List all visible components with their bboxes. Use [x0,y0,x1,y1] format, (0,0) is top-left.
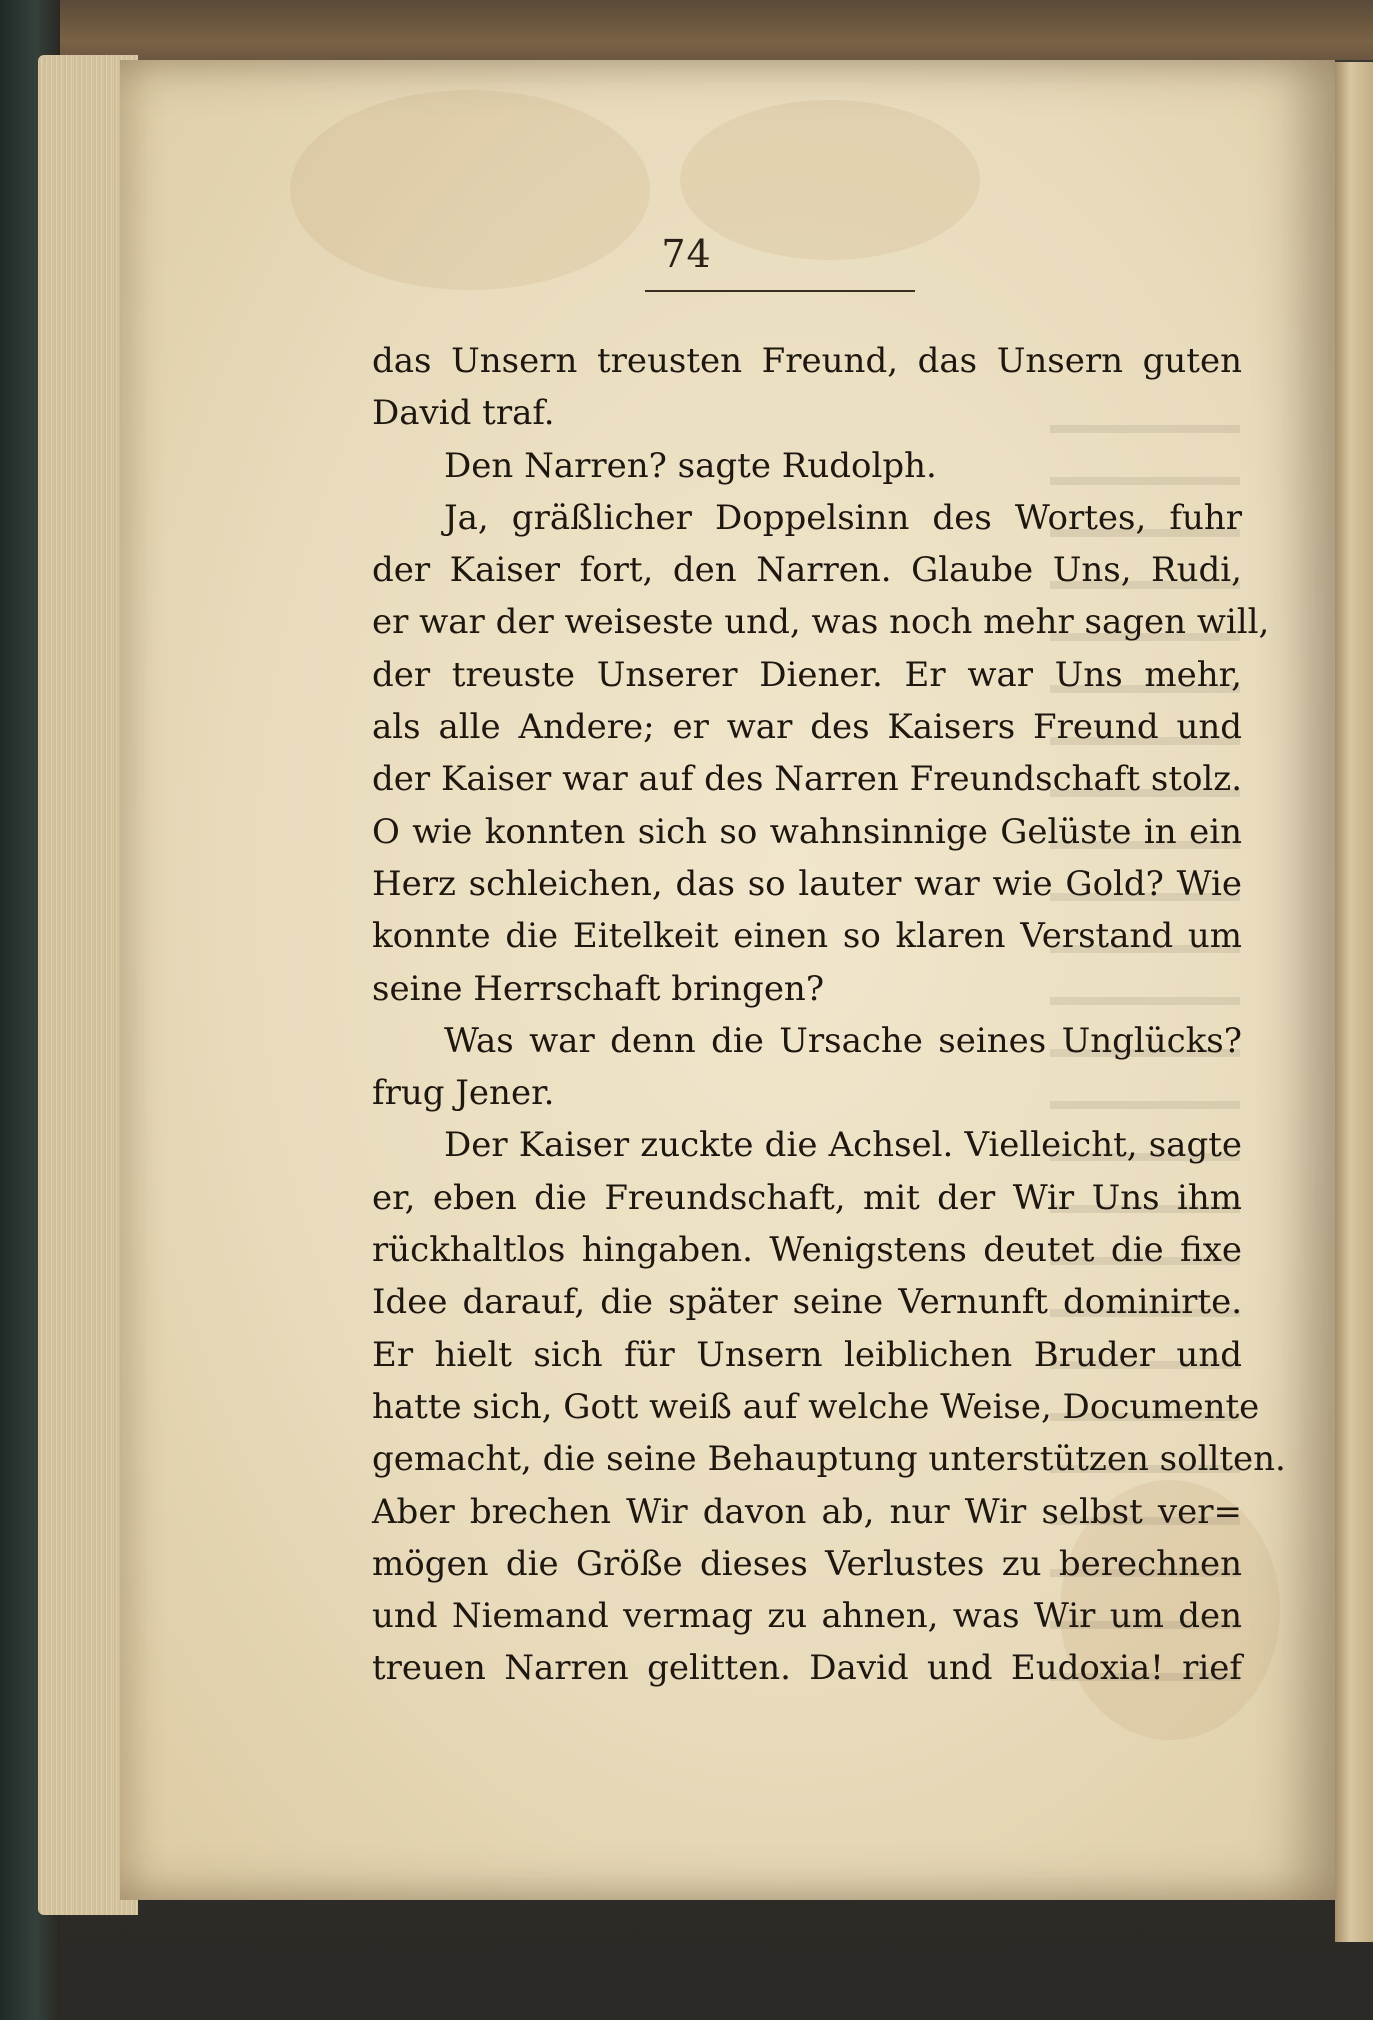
text-line: gemacht, die seine Behauptung unterstützen sollten. [372,1439,1286,1480]
text-line: der treuste Unserer Diener. Er war Uns mehr, [372,654,1242,695]
text-line: Was war denn die Ursache seines Unglücks? [444,1020,1242,1061]
book-cover-top [20,0,1373,60]
text-line: treuen Narren gelitten. David und Eudoxia! rief [372,1648,1242,1689]
body-text [372,335,1286,1695]
text-line: der Kaiser war auf des Narren Freundschaft stolz. [372,759,1243,800]
text-line: O wie konnten sich so wahnsinnige Gelüste in ein [372,811,1242,852]
text-line: er war der weiseste und, was noch mehr sagen will, [372,602,1270,643]
text-line: frug Jener. [372,1073,555,1114]
text-line: Er hielt sich für Unsern leiblichen Bruder und [372,1334,1242,1375]
header-rule [645,290,915,292]
text-line: Idee darauf, die später seine Vernunft dominirte. [372,1282,1242,1323]
text-line: und Niemand vermag zu ahnen, was Wir um den [372,1596,1242,1637]
text-line: das Unsern treusten Freund, das Unsern guten [372,341,1242,381]
text-line: rückhaltlos hingaben. Wenigstens deutet die fixe [372,1230,1242,1271]
text-line: hatte sich, Gott weiß auf welche Weise, Documente [372,1386,1260,1427]
text-line: David traf. [372,393,555,434]
text-line: konnte die Eitelkeit einen so klaren Verstand um [372,916,1242,957]
text-line: Aber brechen Wir davon ab, nur Wir selbst ver= [372,1491,1242,1532]
text-line: mögen die Größe dieses Verlustes zu berechnen [372,1543,1242,1584]
text-line: Herz schleichen, das so lauter war wie Gold? Wie [372,863,1242,904]
page-number: 74 [661,232,712,276]
text-line: er, eben die Freundschaft, mit der Wir Uns ihm [372,1177,1242,1218]
text-line: als alle Andere; er war des Kaisers Freund und [372,707,1242,748]
facing-page-edge [1335,62,1373,1942]
text-line: Ja, gräßlicher Doppelsinn des Wortes, fuhr [444,497,1242,538]
text-line: der Kaiser fort, den Narren. Glaube Uns, Rudi, [372,550,1242,591]
text-line: seine Herrschaft bringen? [372,968,825,1009]
text-line: Den Narren? sagte Rudolph. [444,445,937,486]
text-line: Der Kaiser zuckte die Achsel. Vielleicht, sagte [444,1125,1242,1166]
